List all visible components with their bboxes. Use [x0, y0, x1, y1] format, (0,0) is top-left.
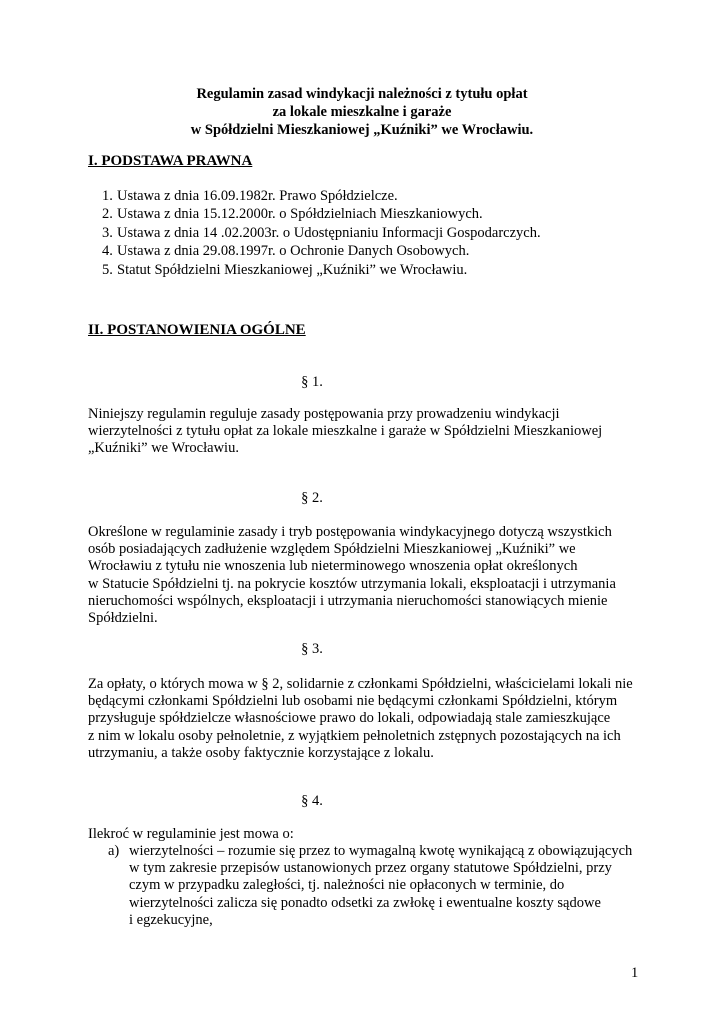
list-item: 2. Ustawa z dnia 15.12.2000r. o Spółdzielniach Mieszkaniowych. — [102, 206, 483, 223]
definition-text: wierzytelności – rozumie się przez to wymagalną kwotę wynikającą z obowiązujących w tym zakresie przepisów ustanowionych przez organy statutowe Spółdzielni, przy czym w przypadku zaległości, tj. należności nie opłaconych w terminie, do wierzytelności zalicza się ponadto odsetki za zwłokę i ewentualne koszty sądowe i egzekucyjne, — [129, 843, 633, 928]
title-line-1: Regulamin zasad windykacji należności z tytułu opłat — [196, 86, 528, 102]
document-title — [0, 85, 724, 139]
page-number: 1 — [631, 965, 639, 981]
paragraph-1-text: Niniejszy regulamin reguluje zasady postępowania przy prowadzeniu windykacji wierzytelności z tytułu opłat za lokale mieszkalne i garaże w Spółdzielni Mieszkaniowej „Kuźniki” we Wrocławiu. — [88, 406, 603, 457]
list-item: 5. Statut Spółdzielni Mieszkaniowej „Kuźniki” we Wrocławiu. — [102, 261, 468, 278]
title-line-3: w Spółdzielni Mieszkaniowej „Kuźniki” we Wrocławiu. — [190, 122, 534, 138]
paragraph-2-mark: § 2. — [301, 490, 323, 506]
list-item: 3. Ustawa z dnia 14 .02.2003r. o Udostępnianiu Informacji Gospodarczych. — [102, 224, 541, 241]
section-1-heading: I. PODSTAWA PRAWNA — [88, 153, 253, 169]
definition-letter: a) — [108, 843, 120, 859]
paragraph-1-mark: § 1. — [301, 374, 323, 390]
paragraph-4-mark: § 4. — [301, 793, 323, 809]
list-item: 1. Ustawa z dnia 16.09.1982r. Prawo Spółdzielcze. — [102, 188, 398, 204]
paragraph-3-text: Za opłaty, o których mowa w § 2, solidarnie z członkami Spółdzielni, właścicielami lokali nie będącymi członkami Spółdzielni lub osobami nie będącymi członkami Spółdzielni, którym przysługuje spółdzielcze własnościowe prawo do lokali, odpowiadają stale zamieszkujące z nim w lokalu osoby pełnoletnie, z wyjątkiem pełnoletnich zstępnych pozostających na ich utrzymaniu, a także osoby faktycznie korzystające z lokalu. — [88, 676, 633, 761]
title-line-2: za lokale mieszkalne i garaże — [272, 104, 452, 120]
paragraph-3-mark: § 3. — [301, 641, 323, 657]
paragraph-2-text: Określone w regulaminie zasady i tryb postępowania windykacyjnego dotyczą wszystkich osób posiadających zadłużenie względem Spółdzielni Mieszkaniowej „Kuźniki” we Wrocławiu z tytułu nie wnoszenia lub nieterminowego wnoszenia opłat określonych w Statucie Spółdzielni tj. na pokrycie kosztów utrzymania lokali, eksploatacji i utrzymania nieruchomości wspólnych, eksploatacji i utrzymania nieruchomości stanowiących mienie Spółdzielni. — [88, 524, 616, 627]
paragraph-4-intro: Ilekroć w regulaminie jest mowa o: — [88, 826, 294, 842]
list-item: 4. Ustawa z dnia 29.08.1997r. o Ochronie Danych Osobowych. — [102, 243, 470, 260]
section-2-heading: II. POSTANOWIENIA OGÓLNE — [88, 322, 306, 338]
legal-basis-list — [88, 187, 541, 279]
